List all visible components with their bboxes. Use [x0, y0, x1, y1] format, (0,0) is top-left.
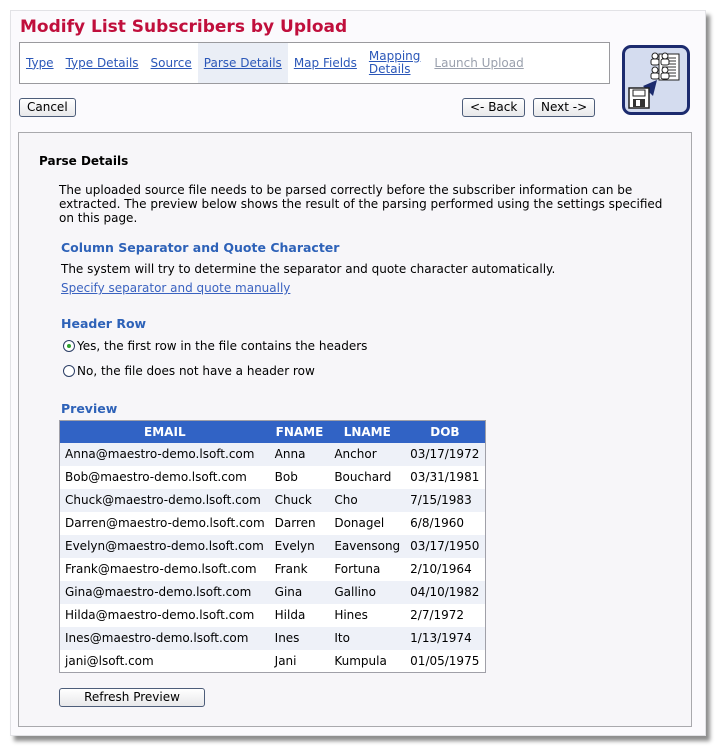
table-row — [60, 512, 486, 535]
specify-separator-link[interactable]: Specify separator and quote manually — [61, 281, 291, 295]
cell-dob: 7/15/1983 — [405, 489, 485, 512]
cell-email: Chuck@maestro-demo.lsoft.com — [60, 489, 270, 512]
section-heading: Parse Details — [39, 154, 129, 168]
column-header-lname: LNAME — [329, 421, 405, 443]
header-row-yes-option[interactable] — [63, 339, 367, 353]
step-parse-details[interactable]: Parse Details — [198, 43, 288, 83]
cell-email: Anna@maestro-demo.lsoft.com — [60, 443, 270, 466]
back-button[interactable]: <- Back — [462, 98, 525, 117]
cell-dob: 2/10/1964 — [405, 558, 485, 581]
cell-fname: Darren — [270, 512, 330, 535]
table-row — [60, 558, 486, 581]
cell-fname: Ines — [270, 627, 330, 650]
step-source[interactable]: Source — [150, 55, 192, 70]
cell-lname: Hines — [329, 604, 405, 627]
refresh-preview-button[interactable]: Refresh Preview — [59, 688, 205, 707]
step-mapping-details-line2: Details — [368, 62, 411, 76]
parse-details-panel — [18, 132, 692, 727]
table-row — [60, 650, 486, 673]
table-row — [60, 443, 486, 466]
cell-dob: 6/8/1960 — [405, 512, 485, 535]
cell-dob: 03/31/1981 — [405, 466, 485, 489]
cell-email: jani@lsoft.com — [60, 650, 270, 673]
preview-section-title: Preview — [61, 401, 118, 416]
step-type[interactable]: Type — [26, 55, 54, 70]
step-launch-upload: Launch Upload — [434, 55, 524, 70]
cell-email: Gina@maestro-demo.lsoft.com — [60, 581, 270, 604]
cell-fname: Evelyn — [270, 535, 330, 558]
cell-email: Frank@maestro-demo.lsoft.com — [60, 558, 270, 581]
page-title: Modify List Subscribers by Upload — [20, 17, 348, 37]
cell-dob: 03/17/1950 — [405, 535, 485, 558]
column-header-dob: DOB — [405, 421, 485, 443]
radio-no-label: No, the file does not have a header row — [77, 364, 315, 378]
wizard-steps-nav — [19, 42, 610, 84]
header-row-no-option[interactable] — [63, 364, 315, 378]
cell-lname: Fortuna — [329, 558, 405, 581]
cell-fname: Jani — [270, 650, 330, 673]
cell-lname: Cho — [329, 489, 405, 512]
header-row-section-title: Header Row — [61, 316, 147, 331]
upload-subscribers-icon — [622, 45, 690, 115]
cell-email: Bob@maestro-demo.lsoft.com — [60, 466, 270, 489]
cell-dob: 2/7/1972 — [405, 604, 485, 627]
wizard-window — [10, 10, 706, 736]
cell-fname: Bob — [270, 466, 330, 489]
cell-lname: Donagel — [329, 512, 405, 535]
cell-lname: Gallino — [329, 581, 405, 604]
table-row — [60, 581, 486, 604]
step-mapping-details[interactable] — [363, 43, 427, 83]
radio-yes[interactable] — [63, 340, 75, 352]
cell-lname: Bouchard — [329, 466, 405, 489]
cell-email: Ines@maestro-demo.lsoft.com — [60, 627, 270, 650]
cell-dob: 1/13/1974 — [405, 627, 485, 650]
intro-text: The uploaded source file needs to be parsed correctly before the subscriber information can be extracted. The preview below shows the result of the parsing performed using the settings specified on this page. — [59, 183, 663, 225]
cell-fname: Chuck — [270, 489, 330, 512]
cell-fname: Hilda — [270, 604, 330, 627]
cell-dob: 01/05/1975 — [405, 650, 485, 673]
step-map-fields[interactable]: Map Fields — [293, 55, 357, 70]
cell-email: Darren@maestro-demo.lsoft.com — [60, 512, 270, 535]
cell-dob: 04/10/1982 — [405, 581, 485, 604]
next-button[interactable]: Next -> — [533, 98, 595, 117]
cell-fname: Gina — [270, 581, 330, 604]
step-mapping-details-line1: Mapping — [368, 49, 421, 63]
cell-email: Evelyn@maestro-demo.lsoft.com — [60, 535, 270, 558]
cell-fname: Frank — [270, 558, 330, 581]
cell-lname: Eavensong — [329, 535, 405, 558]
cell-dob: 03/17/1972 — [405, 443, 485, 466]
radio-yes-label: Yes, the first row in the file contains the headers — [77, 339, 368, 353]
cell-lname: Anchor — [329, 443, 405, 466]
cell-lname: Ito — [329, 627, 405, 650]
radio-no[interactable] — [63, 365, 75, 377]
table-row — [60, 535, 486, 558]
column-header-fname: FNAME — [270, 421, 330, 443]
cell-lname: Kumpula — [329, 650, 405, 673]
table-row — [60, 489, 486, 512]
step-type-details[interactable]: Type Details — [65, 55, 139, 70]
cancel-button[interactable]: Cancel — [19, 98, 76, 117]
preview-table — [59, 420, 486, 673]
cell-fname: Anna — [270, 443, 330, 466]
table-row — [60, 627, 486, 650]
column-header-email: EMAIL — [60, 421, 270, 443]
table-row — [60, 604, 486, 627]
separator-description: The system will try to determine the separator and quote character automatically. — [61, 262, 556, 276]
cell-email: Hilda@maestro-demo.lsoft.com — [60, 604, 270, 627]
separator-section-title: Column Separator and Quote Character — [61, 240, 340, 255]
table-row — [60, 466, 486, 489]
